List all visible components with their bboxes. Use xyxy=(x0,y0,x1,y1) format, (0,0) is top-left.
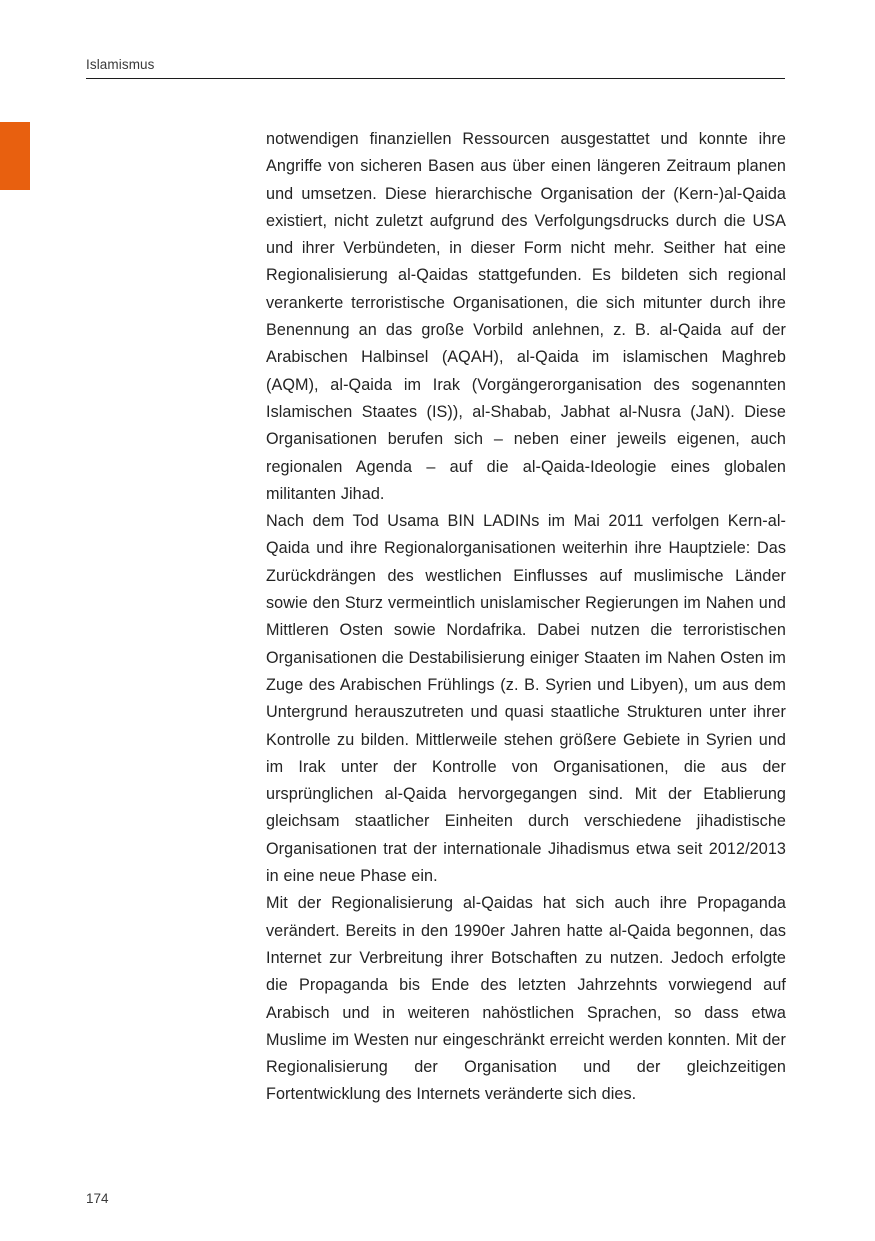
header-rule xyxy=(86,78,785,79)
running-head: Islamismus xyxy=(86,57,155,72)
body-paragraph: notwendigen finanziellen Ressourcen ausgestattet und konnte ihre Angriffe von sicheren Basen aus über einen längeren Zeitraum planen und umsetzen. Diese hierarchische Organisation der (Kern-)al-Qaida existiert, nicht zuletzt aufgrund des Verfolgungsdrucks durch die USA und ihrer Verbündeten, in dieser Form nicht mehr. Seither hat eine Regionalisierung al-Qaidas stattgefunden. Es bildeten sich regional verankerte terroristische Organisationen, die sich mitunter durch ihre Benennung an das große Vorbild anlehnen, z. B. al-Qaida auf der Arabischen Halbinsel (AQAH), al-Qaida im islamischen Maghreb (AQM), al-Qaida im Irak (Vorgängerorganisation des sogenannten Islamischen Staates (IS)), al-Shabab, Jabhat al-Nusra (JaN). Diese Organisationen berufen sich – neben einer jeweils eigenen, auch regionalen Agenda – auf die al-Qaida-Ideologie eines globalen militanten Jihad. xyxy=(266,130,786,503)
page-number: 174 xyxy=(86,1191,109,1206)
chapter-thumb-tab xyxy=(0,122,30,190)
body-paragraph: Nach dem Tod Usama BIN LADINs im Mai 2011 verfolgen Kern-al-Qaida und ihre Regionalorganisationen weiterhin ihre Hauptziele: Das Zurückdrängen des westlichen Einflusses auf muslimische Länder sowie den Sturz vermeintlich unislamischer Regierungen im Nahen und Mittleren Osten sowie Nordafrika. Dabei nutzen die terroristischen Organisationen die Destabilisierung einiger Staaten im Nahen Osten im Zuge des Arabischen Frühlings (z. B. Syrien und Libyen), um aus dem Untergrund herauszutreten und quasi staatliche Strukturen unter ihrer Kontrolle zu bilden. Mittlerweile stehen größere Gebiete in Syrien und im Irak unter der Kontrolle von Organisationen, die aus der ursprünglichen al-Qaida hervorgegangen sind. Mit der Etablierung gleichsam staatlicher Einheiten durch verschiedene jihadistische Organisationen trat der internationale Jihadismus etwa seit 2012/2013 in eine neue Phase ein. xyxy=(266,512,786,886)
body-text-column xyxy=(266,126,786,1109)
body-paragraph: Mit der Regionalisierung al-Qaidas hat sich auch ihre Propaganda verändert. Bereits in den 1990er Jahren hatte al-Qaida begonnen, das Internet zur Verbreitung ihrer Botschaften zu nutzen. Jedoch erfolgte die Propaganda bis Ende des letzten Jahrzehnts vorwiegend auf Arabisch und in weiteren nahöstlichen Sprachen, so dass etwa Muslime im Westen nur eingeschränkt erreicht werden konnten. Mit der Regionalisierung der Organisation und der gleichzeitigen Fortentwicklung des Internets veränderte sich dies. xyxy=(266,894,786,1104)
